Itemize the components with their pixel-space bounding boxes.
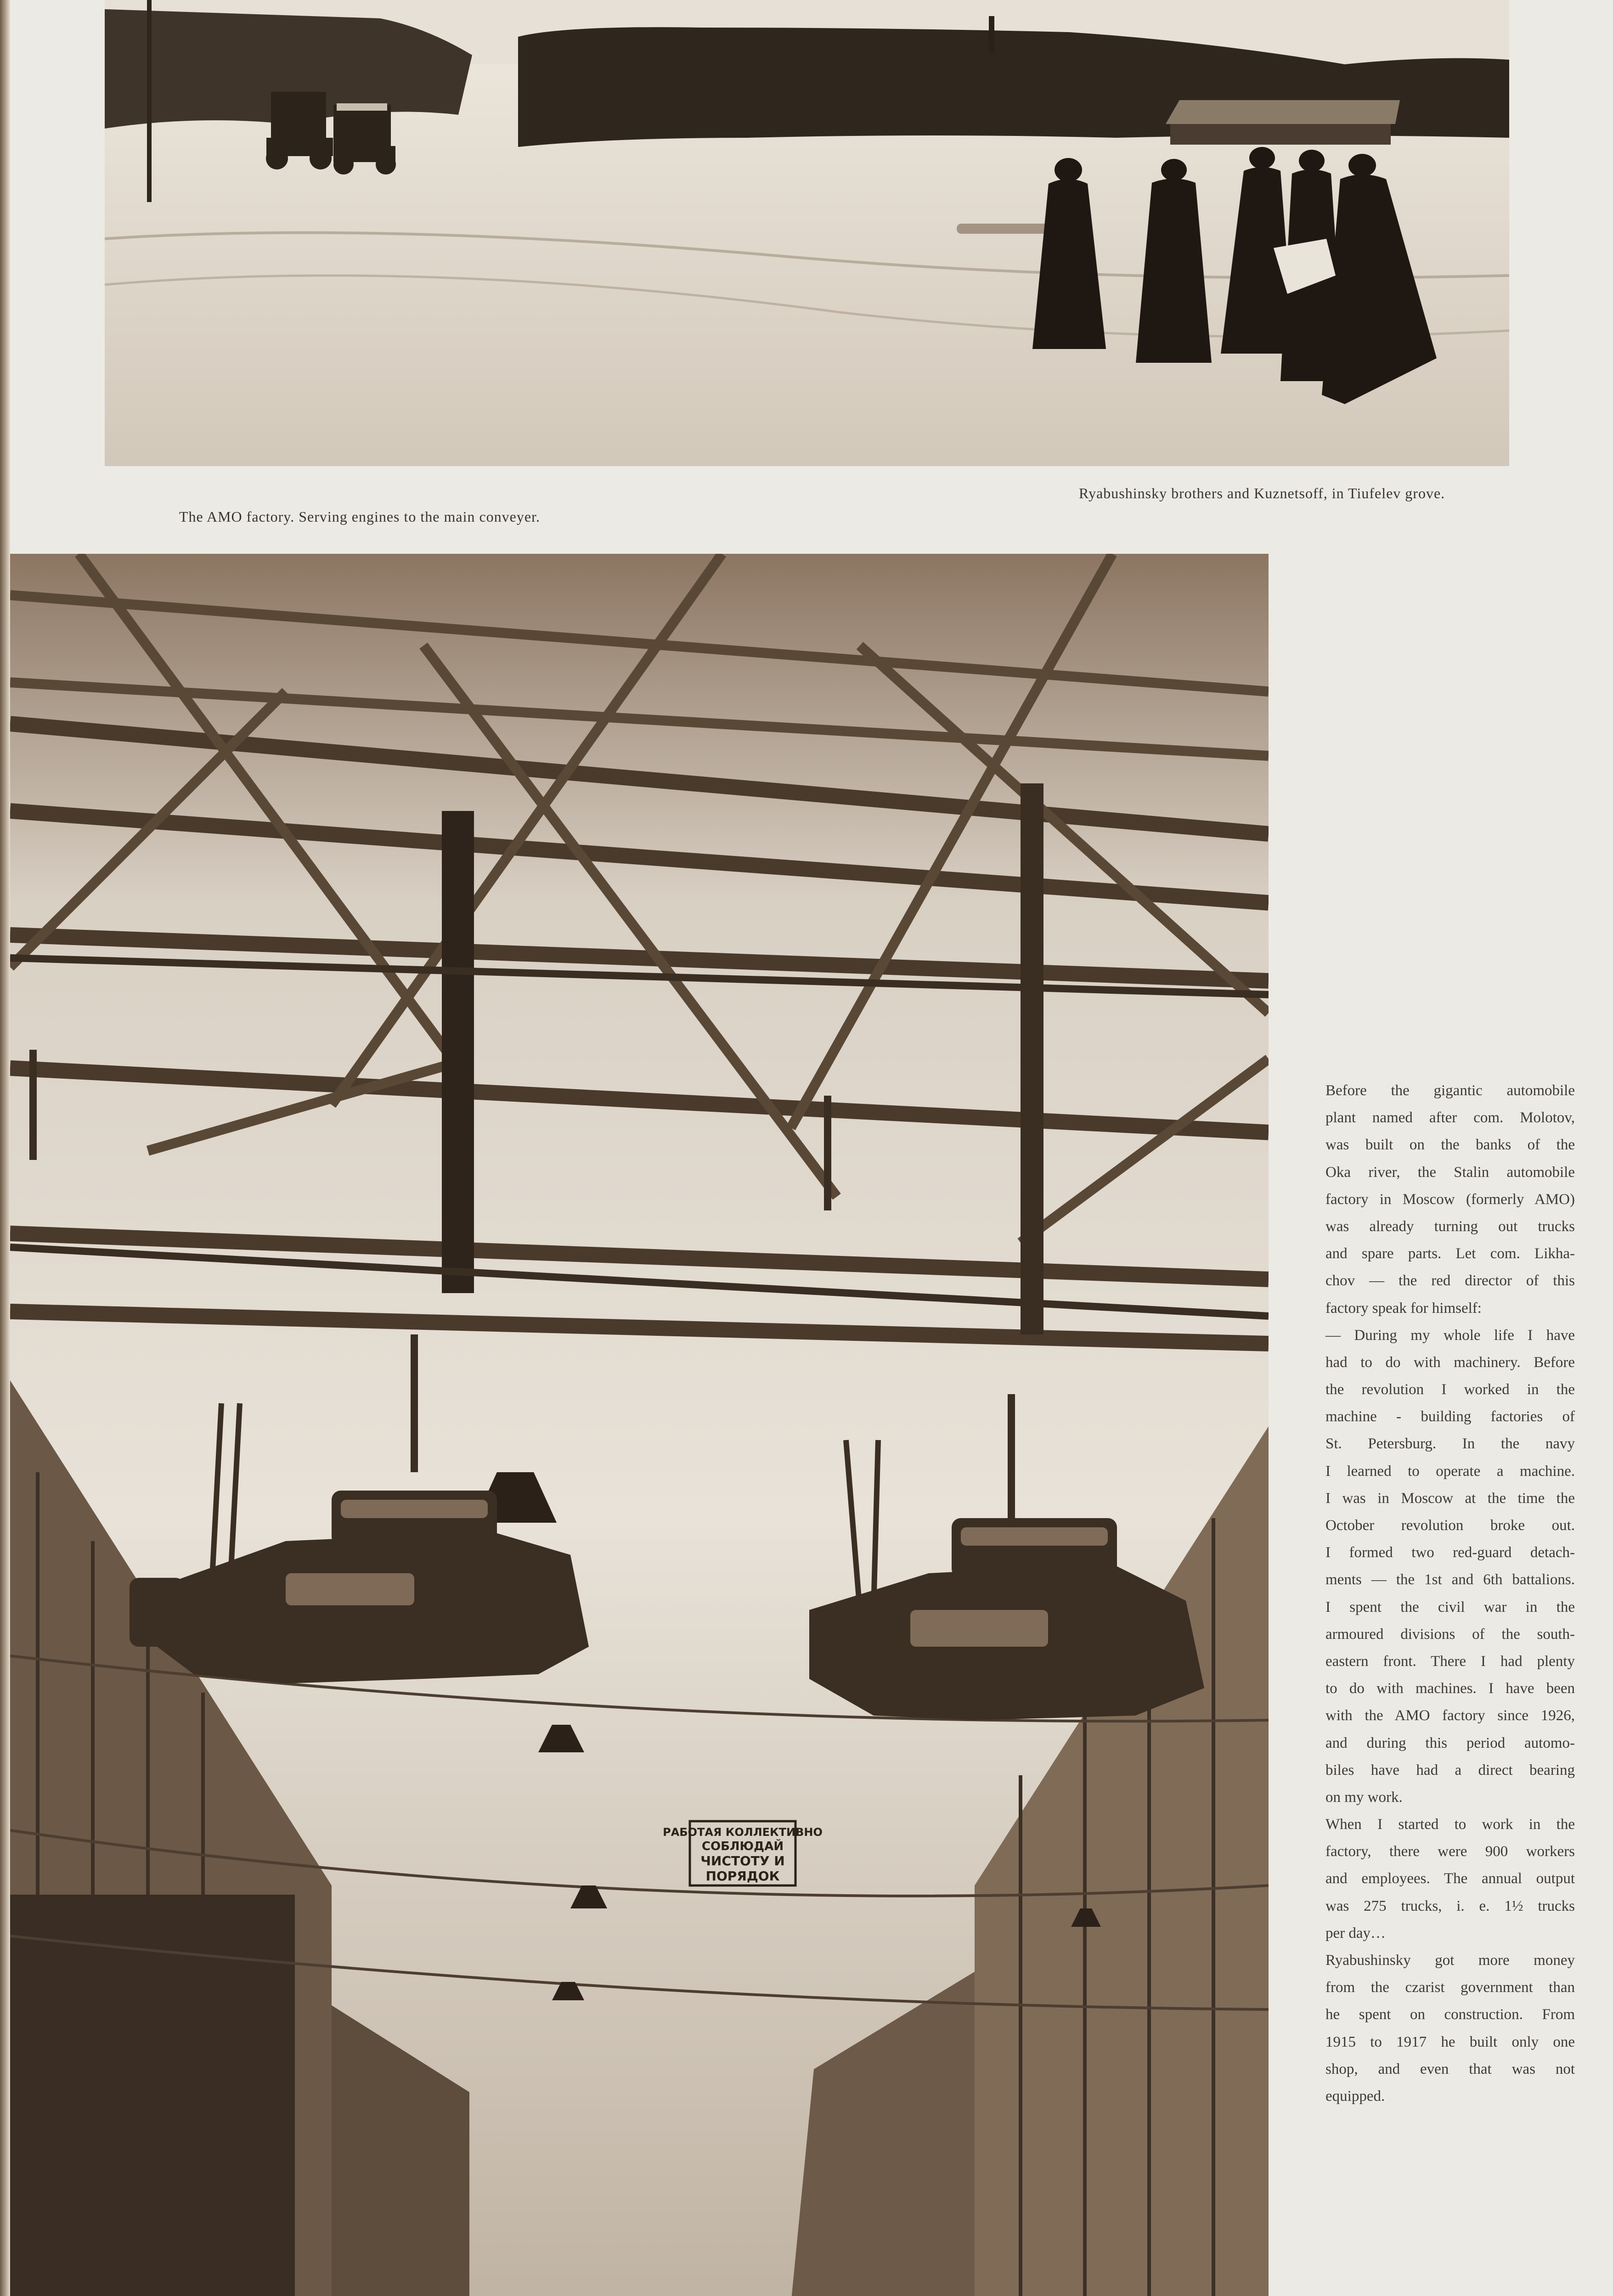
article-text xyxy=(1325,1077,1575,2110)
factory-sign-line-1: РАБОТАЯ КОЛЛЕКТИВНО xyxy=(663,1826,823,1839)
article-line: was 275 trucks, i. e. 1½ trucks xyxy=(1325,1897,1575,1914)
article-line: I was in Moscow at the time the xyxy=(1325,1490,1575,1507)
caption-main-photo: The AMO factory. Serving engines to the main conveyer. xyxy=(179,508,540,525)
article-line: eastern front. There I had plenty xyxy=(1325,1653,1575,1670)
photo-factory-conveyer xyxy=(10,554,1269,2296)
article-line: had to do with machinery. Before xyxy=(1325,1354,1575,1371)
article-line: was already turning out trucks xyxy=(1325,1218,1575,1235)
photo-snowy-grove-art xyxy=(105,0,1509,466)
article-line: equipped. xyxy=(1325,2088,1385,2105)
article-line: armoured divisions of the south- xyxy=(1325,1626,1575,1643)
article-line: he spent on construction. From xyxy=(1325,2006,1575,2023)
article-line: factory in Moscow (formerly AMO) xyxy=(1325,1191,1575,1208)
factory-sign-line-2: СОБЛЮДАЙ xyxy=(701,1840,784,1853)
caption-top-photo: Ryabushinsky brothers and Kuznetsoff, in Tiufelev grove. xyxy=(1079,485,1445,501)
article-line: 1915 to 1917 he built only one xyxy=(1325,2033,1575,2050)
article-line: plant named after com. Molotov, xyxy=(1325,1109,1575,1126)
article-line: the revolution I worked in the xyxy=(1325,1381,1575,1398)
article-line: and during this period automo- xyxy=(1325,1734,1575,1751)
article-line: on my work. xyxy=(1325,1789,1403,1806)
article-line: ments — the 1st and 6th battalions. xyxy=(1325,1571,1575,1588)
factory-sign-line-3: ЧИСТОТУ И xyxy=(700,1853,785,1868)
article-line: October revolution broke out. xyxy=(1325,1517,1575,1534)
article-line: and employees. The annual output xyxy=(1325,1870,1575,1887)
article-line: biles have had a direct bearing xyxy=(1325,1761,1575,1778)
article-line: When I started to work in the xyxy=(1325,1816,1575,1833)
article-line: was built on the banks of the xyxy=(1325,1137,1575,1154)
article-line: I formed two red-guard detach- xyxy=(1325,1544,1575,1561)
article-line: Before the gigantic automobile xyxy=(1325,1082,1575,1099)
article-line: and spare parts. Let com. Likha- xyxy=(1325,1245,1575,1262)
article-line: from the czarist government than xyxy=(1325,1979,1575,1996)
article-line: St. Petersburg. In the navy xyxy=(1325,1435,1575,1452)
article-line: with the AMO factory since 1926, xyxy=(1325,1707,1575,1724)
photo-factory-conveyer-art xyxy=(10,554,1269,2296)
article-line: factory speak for himself: xyxy=(1325,1300,1482,1317)
article-line: per day… xyxy=(1325,1925,1386,1941)
article-line: factory, there were 900 workers xyxy=(1325,1843,1575,1860)
article-line: I learned to operate a machine. xyxy=(1325,1463,1575,1480)
article-line: shop, and even that was not xyxy=(1325,2060,1575,2077)
page-binding-edge xyxy=(0,0,10,2296)
article-line: Ryabushinsky got more money xyxy=(1325,1952,1575,1969)
article-line: chov — the red director of this xyxy=(1325,1272,1575,1289)
article-line: — During my whole life I have xyxy=(1325,1327,1575,1344)
article-line: machine - building factories of xyxy=(1325,1408,1575,1425)
factory-sign-line-4: ПОРЯДОК xyxy=(705,1868,780,1884)
photo-snowy-grove xyxy=(105,0,1509,466)
article-line: Oka river, the Stalin automobile xyxy=(1325,1164,1575,1181)
article-line: to do with machines. I have been xyxy=(1325,1680,1575,1697)
article-line: I spent the civil war in the xyxy=(1325,1598,1575,1615)
